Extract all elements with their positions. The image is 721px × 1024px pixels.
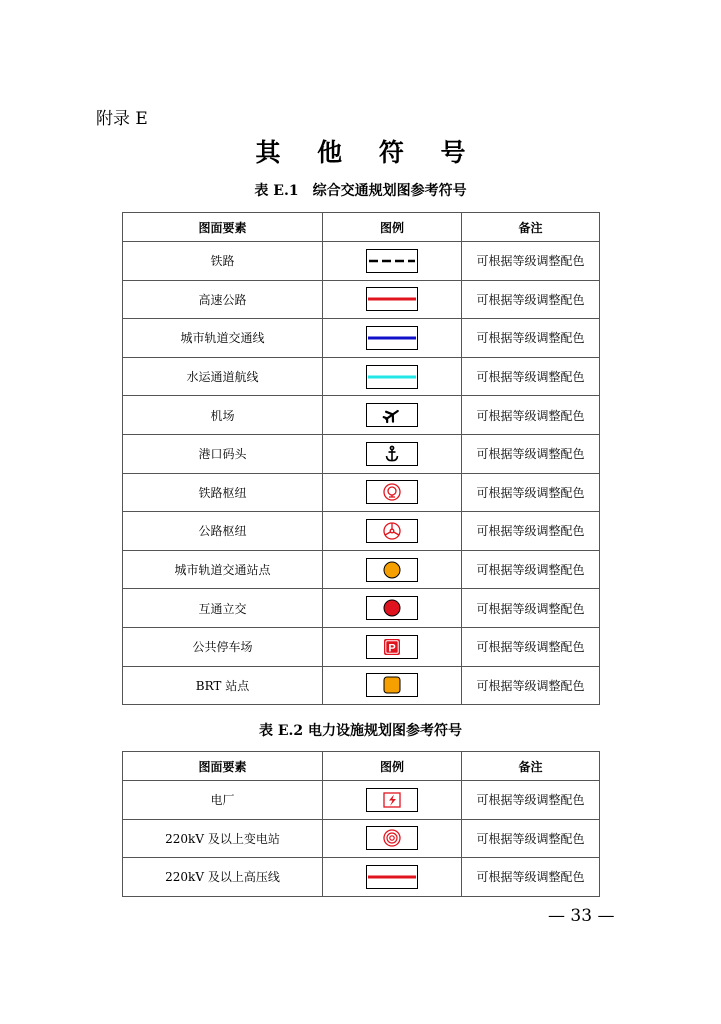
high-voltage-line-icon <box>366 865 418 889</box>
row-legend <box>323 627 462 666</box>
row-note: 可根据等级调整配色 <box>462 357 600 396</box>
row-legend <box>323 550 462 589</box>
row-legend <box>323 319 462 358</box>
airplane-icon <box>366 403 418 427</box>
table-row <box>123 512 600 551</box>
table-header-row <box>123 213 600 242</box>
railway-hub-icon <box>366 480 418 504</box>
header-note: 备注 <box>462 752 600 781</box>
red-circle-icon <box>366 596 418 620</box>
expressway-line-icon <box>366 287 418 311</box>
row-element: 公路枢纽 <box>123 512 323 551</box>
table-row <box>123 319 600 358</box>
row-legend <box>323 666 462 705</box>
row-note: 可根据等级调整配色 <box>462 627 600 666</box>
row-legend <box>323 396 462 435</box>
table-row <box>123 434 600 473</box>
row-note: 可根据等级调整配色 <box>462 858 600 897</box>
table-row <box>123 819 600 858</box>
svg-text:P: P <box>388 642 396 655</box>
row-note: 可根据等级调整配色 <box>462 319 600 358</box>
row-element: 城市轨道交通线 <box>123 319 323 358</box>
row-element: BRT 站点 <box>123 666 323 705</box>
row-element: 高速公路 <box>123 280 323 319</box>
parking-icon <box>366 635 418 659</box>
row-legend <box>323 280 462 319</box>
table-row <box>123 242 600 281</box>
table-row <box>123 589 600 628</box>
orange-circle-icon <box>366 558 418 582</box>
row-element: 机场 <box>123 396 323 435</box>
row-legend <box>323 357 462 396</box>
row-legend <box>323 434 462 473</box>
row-element: 电厂 <box>123 781 323 820</box>
row-legend <box>323 242 462 281</box>
urban-rail-line-icon <box>366 326 418 350</box>
row-legend <box>323 819 462 858</box>
row-legend <box>323 512 462 551</box>
row-note: 可根据等级调整配色 <box>462 242 600 281</box>
page-title: 其 他 符 号 <box>255 138 480 167</box>
waterway-line-icon <box>366 365 418 389</box>
row-element: 220kV 及以上高压线 <box>123 858 323 897</box>
page-number: — 33 — <box>548 906 615 926</box>
highway-hub-icon <box>366 519 418 543</box>
table-row <box>123 550 600 589</box>
row-legend <box>323 473 462 512</box>
header-note: 备注 <box>462 213 600 242</box>
row-element: 城市轨道交通站点 <box>123 550 323 589</box>
row-element: 铁路枢纽 <box>123 473 323 512</box>
table-header-row <box>123 752 600 781</box>
row-element: 铁路 <box>123 242 323 281</box>
table-e1 <box>122 212 600 705</box>
row-note: 可根据等级调整配色 <box>462 434 600 473</box>
row-legend <box>323 858 462 897</box>
table-e1-caption: 表 E.1 综合交通规划图参考符号 <box>254 183 467 199</box>
railway-line-icon <box>366 249 418 273</box>
row-legend <box>323 589 462 628</box>
table-row <box>123 666 600 705</box>
table-row <box>123 473 600 512</box>
row-note: 可根据等级调整配色 <box>462 550 600 589</box>
header-legend: 图例 <box>323 752 462 781</box>
row-note: 可根据等级调整配色 <box>462 666 600 705</box>
table-e2-caption: 表 E.2 电力设施规划图参考符号 <box>258 723 463 739</box>
row-note: 可根据等级调整配色 <box>462 512 600 551</box>
row-note: 可根据等级调整配色 <box>462 396 600 435</box>
table-e2 <box>122 751 600 897</box>
row-element: 港口码头 <box>123 434 323 473</box>
header-element: 图面要素 <box>123 213 323 242</box>
row-note: 可根据等级调整配色 <box>462 589 600 628</box>
table-row <box>123 357 600 396</box>
anchor-icon <box>366 442 418 466</box>
row-note: 可根据等级调整配色 <box>462 280 600 319</box>
table-row <box>123 396 600 435</box>
row-note: 可根据等级调整配色 <box>462 819 600 858</box>
substation-icon <box>366 826 418 850</box>
row-element: 互通立交 <box>123 589 323 628</box>
appendix-label: 附录 E <box>96 109 148 129</box>
row-legend <box>323 781 462 820</box>
header-legend: 图例 <box>323 213 462 242</box>
table-row <box>123 280 600 319</box>
row-note: 可根据等级调整配色 <box>462 781 600 820</box>
header-element: 图面要素 <box>123 752 323 781</box>
power-plant-icon <box>366 788 418 812</box>
row-element: 水运通道航线 <box>123 357 323 396</box>
table-row <box>123 781 600 820</box>
orange-square-icon <box>366 673 418 697</box>
row-element: 公共停车场 <box>123 627 323 666</box>
row-note: 可根据等级调整配色 <box>462 473 600 512</box>
table-row <box>123 858 600 897</box>
table-row <box>123 627 600 666</box>
row-element: 220kV 及以上变电站 <box>123 819 323 858</box>
